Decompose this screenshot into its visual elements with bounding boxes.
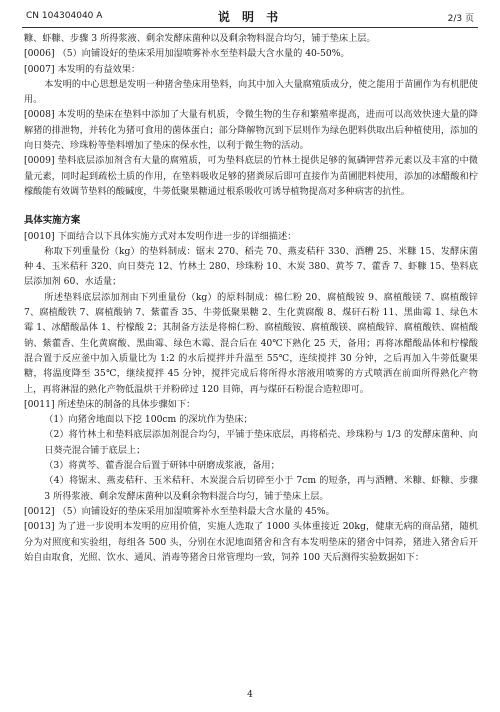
step-item: （1）向猪舍地面以下挖 100cm 的深坑作为垫床； [44, 414, 253, 426]
paragraph-number: [0010] [24, 230, 55, 242]
paragraph-text: （5）向铺设好的垫床采用加湿喷雾补水至垫料最大含水量的 40-50%。 [57, 48, 350, 60]
paragraph-text: 所述垫床的制备的具体步骤如下： [57, 398, 196, 410]
paragraph-number: [0008] [24, 109, 55, 121]
step-item: （4）将锯末、燕麦秸秆、玉米秸秆、木炭混合后切碎至小于 7cm 的短条，再与酒糟、米糠、虾糠、步骤 3 所得浆液、剩余发酵床菌种以及剩余物料混合均匀，铺于垫床上层。 [44, 475, 478, 502]
paragraph-additive-recipe: 所述垫料底层添加剂由下列重量份（kg）的原料制成：棉仁粉 20、腐植酸铵 9、腐植酸镁 7、腐植酸锌 7、腐植酸铁 7、腐植酸钠 7、紫藿香 35、牛蒡低聚果糖 2、生化黄腐酸 8、煤矸石粉 11、黑曲霉 1、绿色木霉 1、冰醋酸晶体 1、柠檬酸 2；其制备方法是将棉仁粉、腐植酸铵、腐植酸镁、腐植酸锌、腐植酸铁、腐植酸钠、紫藿香、生化黄腐酸、黑曲霉、绿色木霉、混合后在 40℃下熟化 25 天，备用；再将冰醋酸晶体和柠檬酸混合置于反应釜中加入质量比为 1:2 的水后搅拌并升温至 55℃，连续搅拌 30 分钟，之后再加入牛蒡低聚果糖，将温度降至 35℃，继续搅拌 45 分钟，搅拌完成后将所得水溶液用喷雾的方式喷洒在前面所得熟化产物上，再将淋湿的熟化产物低温烘干并粉碎过 120 目筛，再与煤矸石粉混合造粒即可。 [24, 291, 478, 395]
page-indicator: 2/3 页 [447, 14, 474, 24]
paragraph-text: （5）向铺设好的垫床采用加湿喷雾补水至垫料最大含水量的 45%。 [57, 505, 335, 517]
paragraph-number: [0006] [24, 48, 55, 60]
paragraph-number: [0012] [24, 505, 55, 517]
paragraph-0010 [24, 229, 478, 244]
document-body [24, 31, 478, 565]
paragraph-text: 下面结合以下具体实施方式对本发明作进一步的详细描述： [57, 230, 297, 242]
paragraph-number: [0009] [24, 155, 55, 167]
paragraph-ingredients: 称取下列重量份（kg）的垫料制成：锯末 270、稻壳 70、燕麦秸秆 330、酒糟 25、米糠 15、发酵床菌种 4、玉米秸秆 320、向日葵壳 12、竹林土 280、珍珠粉 10、木炭 380、黄芩 7、藿香 7、虾糠 15、垫料底层添加剂 60、水适量； [24, 245, 478, 288]
header-divider [22, 27, 478, 28]
page-header [22, 8, 478, 24]
paragraph-0012 [24, 504, 478, 519]
paragraph-text: 垫料底层添加剂含有大量的腐殖质，可为垫料底层的竹林土提供足够的氮磷钾营养元素以及丰富的中微量元素，同时起到疏松土质的作用，在垫料吸收足够的猪粪尿后即可直接作为苗圃肥料使用，添加的冰醋酸和柠檬酸能有效调节垫料的酸碱度，牛蒡低聚果糖通过根系吸收可诱导植物提高对多种病害的抗性。 [24, 155, 478, 197]
paragraph-0011 [24, 397, 478, 412]
section-title: 具体实施方案 [24, 215, 81, 227]
step-item: （3）将黄芩、藿香混合后置于研钵中研磨成浆液，备用； [44, 460, 280, 472]
paragraph-0006 [24, 46, 478, 61]
paragraph-text: 本发明的有益效果： [57, 63, 141, 75]
page-number: 4 [247, 690, 253, 700]
paragraph-number: [0011] [24, 398, 55, 410]
paragraph-text: 本发明的垫床在垫料中添加了大量有机质，令微生物的生存和繁殖率提高，进而可以高效快速大量的降解猪的排泄物，并转化为猪可食用的菌体蛋白；部分降解物沉到下层则作为绿色肥料供取出后种植使用，添加的向日葵壳、珍珠粉等垫料增加了垫床的保水性，以利于微生物的活动。 [24, 109, 478, 152]
step-item: （2）将竹林土和垫料底层添加剂混合均匀，平铺于垫床底层，再将稻壳、珍珠粉与 1/3 的发酵床菌种、向日葵壳混合铺于底层上； [44, 429, 478, 456]
paragraph-0009 [24, 153, 478, 199]
paragraph-continued: 糠、虾糠、步骤 3 所得浆液、剩余发酵床菌种以及剩余物料混合均匀，铺于垫床上层。 [24, 33, 376, 44]
paragraph-number: [0007] [24, 63, 55, 75]
paragraph-0007 [24, 62, 478, 77]
paragraph-0013 [24, 519, 478, 565]
document-title: 说 明 书 [217, 10, 283, 24]
section-spacer [24, 199, 478, 213]
paragraph-0008 [24, 107, 478, 153]
paragraph-central-idea: 本发明的中心思想是发明一种猪舍垫床用垫料，向其中加入大量腐殖质成分，使之能用于苗圃作为有机肥使用。 [24, 78, 478, 106]
patent-number: CN 104304040 A [26, 11, 103, 21]
paragraph-text: 为了进一步说明本发明的应用价值，实施人选取了 1000 头体重接近 20kg，健康无病的商品猪，随机分为对照度和实验组，每组各 500 头，分别在水泥地面猪舍和含有本发明垫床的猪舍中饲养，猪进入猪舍后开始自由取食，光照、饮水、通风、消毒等猪舍日常管理均一致，饲养 100 天后测得实验数据如下： [24, 521, 478, 563]
paragraph-number: [0013] [24, 521, 55, 533]
